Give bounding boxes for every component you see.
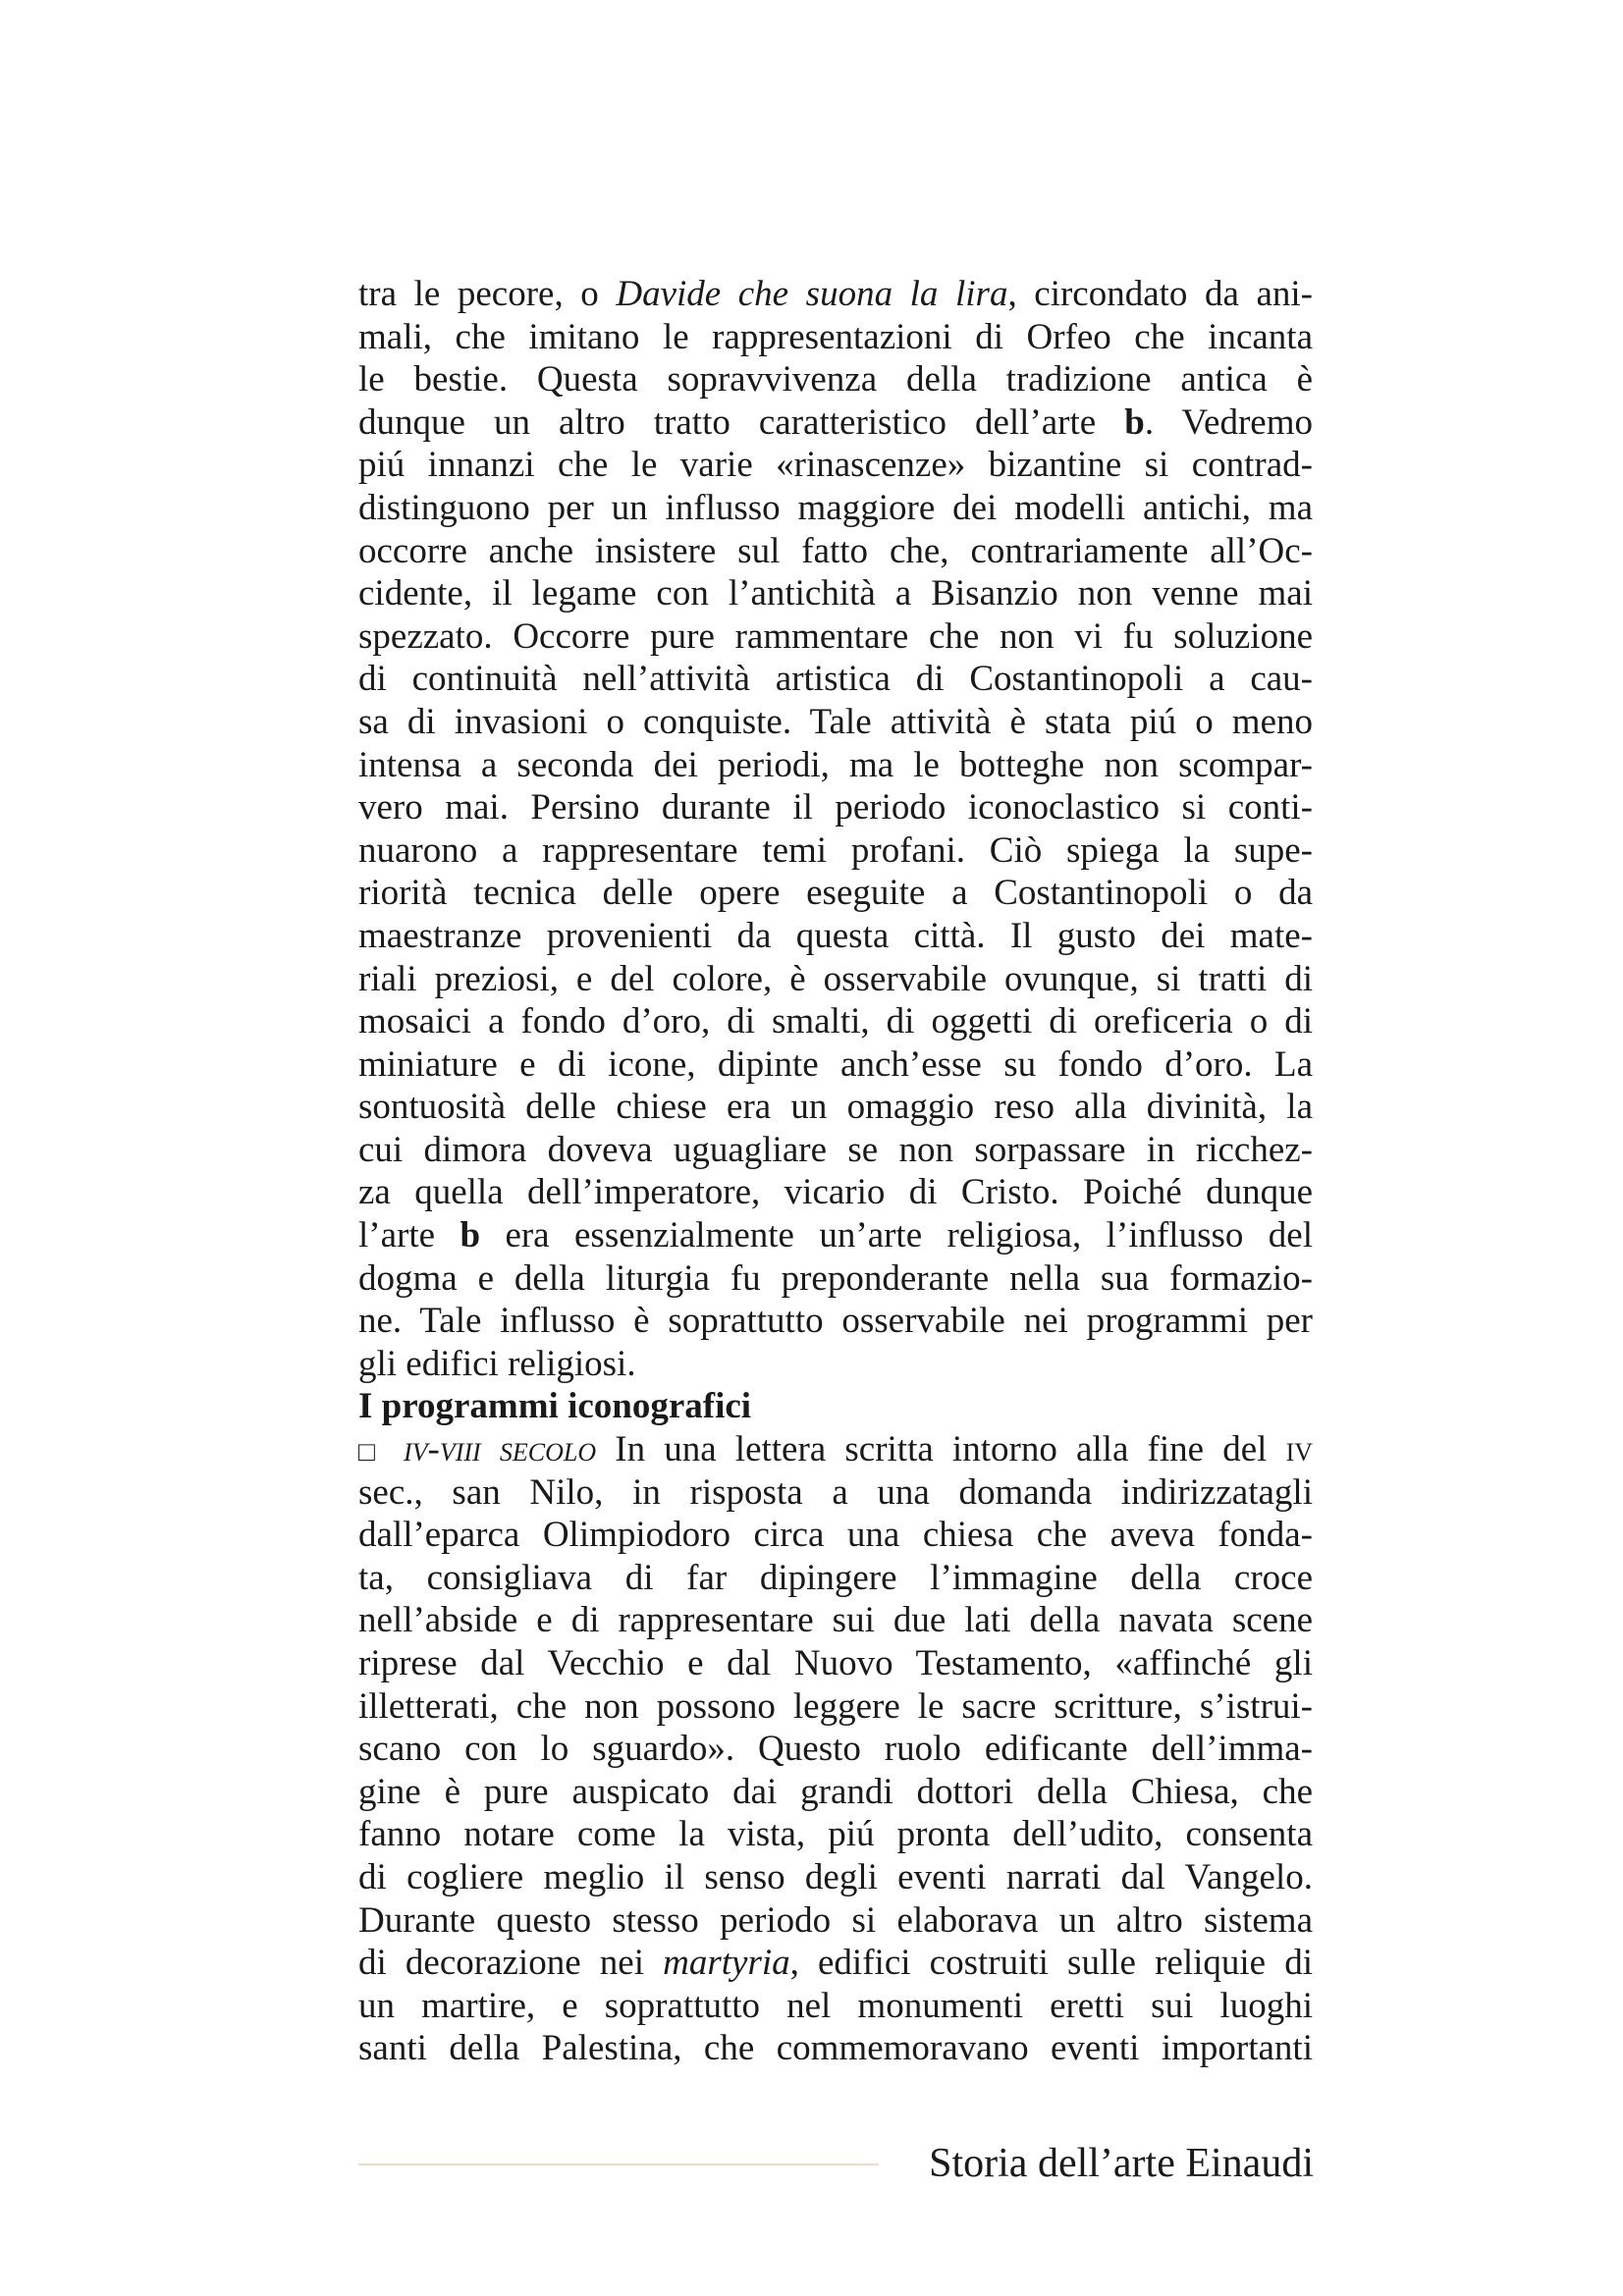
text-line: occorre anche insistere sul fatto che, contrariamente all’Oc- (358, 530, 1313, 571)
text-line: di continuità nell’attività artistica di Costantinopoli a cau- (358, 659, 1313, 700)
text-line: cui dimora doveva uguagliare se non sorpassare in ricchez- (358, 1129, 1313, 1170)
text-line: sec., san Nilo, in risposta a una domanda indirizzatagli (358, 1471, 1313, 1513)
text-line: un martire, e soprattutto nel monumenti eretti sui luoghi (358, 1985, 1313, 2026)
text-line: intensa a seconda dei periodi, ma le botteghe non scompar- (358, 744, 1313, 785)
text-line: gine è pure auspicato dai grandi dottori della Chiesa, che (358, 1771, 1313, 1812)
text-line: ne. Tale influsso è soprattutto osservabile nei programmi per (358, 1301, 1313, 1342)
text-line: riprese dal Vecchio e dal Nuovo Testamento, «affinché gli (358, 1643, 1313, 1683)
footer-divider (358, 2163, 879, 2165)
text-line: illetterati, che non possono leggere le sacre scritture, s’istrui- (358, 1685, 1313, 1727)
period-label: iv-viii secolo (403, 1429, 597, 1470)
text-line: mosaici a fondo d’oro, di smalti, di oggetti di oreficeria o di (358, 1001, 1313, 1042)
body-text (358, 273, 1313, 2070)
text-run: era essenzialmente un’arte religiosa, l’influsso del (480, 1215, 1313, 1256)
text-line (358, 273, 1313, 316)
text-run: In una lettera scritta intorno alla fine del (615, 1429, 1268, 1470)
text-line (358, 1214, 1313, 1257)
text-line: spezzato. Occorre pure rammentare che non vi fu soluzione (358, 615, 1313, 657)
text-line: fanno notare come la vista, piú pronta dell’udito, consenta (358, 1814, 1313, 1855)
text-run: , circondato da ani- (1007, 274, 1314, 314)
text-run: dunque un altro tratto caratteristico dell’arte (358, 401, 1125, 443)
text-run: tra le pecore, o (358, 274, 617, 314)
text-line: le bestie. Questa sopravvivenza della tradizione antica è (358, 359, 1313, 400)
text-run: di decorazione nei (358, 1943, 664, 1984)
text-line: nuarono a rappresentare temi profani. Ciò spiega la supe- (358, 829, 1313, 871)
text-line: dall’eparca Olimpiodoro circa una chiesa che aveva fonda- (358, 1515, 1313, 1556)
text-line: riorità tecnica delle opere eseguite a Costantinopoli o da (358, 873, 1313, 914)
section-heading: I programmi iconografici (358, 1386, 752, 1427)
text-line (358, 1428, 1313, 1471)
bold-abbrev: b (1124, 401, 1145, 443)
text-line: di cogliere meglio il senso degli eventi narrati dal Vangelo. (358, 1856, 1313, 1897)
text-line: miniature e di icone, dipinte anch’esse su fondo d’oro. La (358, 1043, 1313, 1085)
text-line: nell’abside e di rappresentare sui due lati della navata scene (358, 1600, 1313, 1641)
text-run: , edifici costruiti sulle reliquie di (789, 1943, 1314, 1984)
text-line: gli edifici religiosi. (358, 1343, 636, 1384)
text-line: maestranze provenienti da questa città. Il gusto dei mate- (358, 915, 1313, 956)
text-run: . Vedremo (1144, 401, 1313, 443)
text-line: santi della Palestina, che commemoravano eventi importanti (358, 2028, 1313, 2069)
century-numeral: iv (1285, 1429, 1313, 1470)
text-line: dogma e della liturgia fu preponderante nella sua formazio- (358, 1257, 1313, 1299)
text-line: mali, che imitano le rappresentazioni di Orfeo che incanta (358, 316, 1313, 357)
italic-term: martyria (663, 1943, 790, 1984)
text-line: cidente, il legame con l’antichità a Bisanzio non venne mai (358, 573, 1313, 614)
text-run: l’arte (358, 1215, 460, 1256)
text-line: Durante questo stesso periodo si elaborava un altro sistema (358, 1899, 1313, 1941)
text-line: riali preziosi, e del colore, è osservabile ovunque, si tratti di (358, 958, 1313, 999)
text-line (358, 401, 1313, 445)
text-line (358, 1942, 1313, 1985)
text-line: scano con lo sguardo». Questo ruolo edificante dell’imma- (358, 1729, 1313, 1770)
italic-title: Davide che suona la lira (616, 274, 1008, 314)
text-line: vero mai. Persino durante il periodo iconoclastico si conti- (358, 787, 1313, 828)
text-line: sontuosità delle chiese era un omaggio reso alla divinità, la (358, 1087, 1313, 1128)
text-line: distinguono per un influsso maggiore dei modelli antichi, ma (358, 487, 1313, 528)
text-line: za quella dell’imperatore, vicario di Cristo. Poiché dunque (358, 1172, 1313, 1213)
text-line: sa di invasioni o conquiste. Tale attività è stata piú o meno (358, 701, 1313, 742)
text-line: piú innanzi che le varie «rinascenze» bizantine si contrad- (358, 445, 1313, 486)
square-bullet-icon: □ (358, 1437, 385, 1468)
footer-title: Storia dell’arte Einaudi (929, 2141, 1314, 2186)
text-line: ta, consigliava di far dipingere l’immagine della croce (358, 1557, 1313, 1598)
bold-abbrev: b (460, 1215, 481, 1256)
